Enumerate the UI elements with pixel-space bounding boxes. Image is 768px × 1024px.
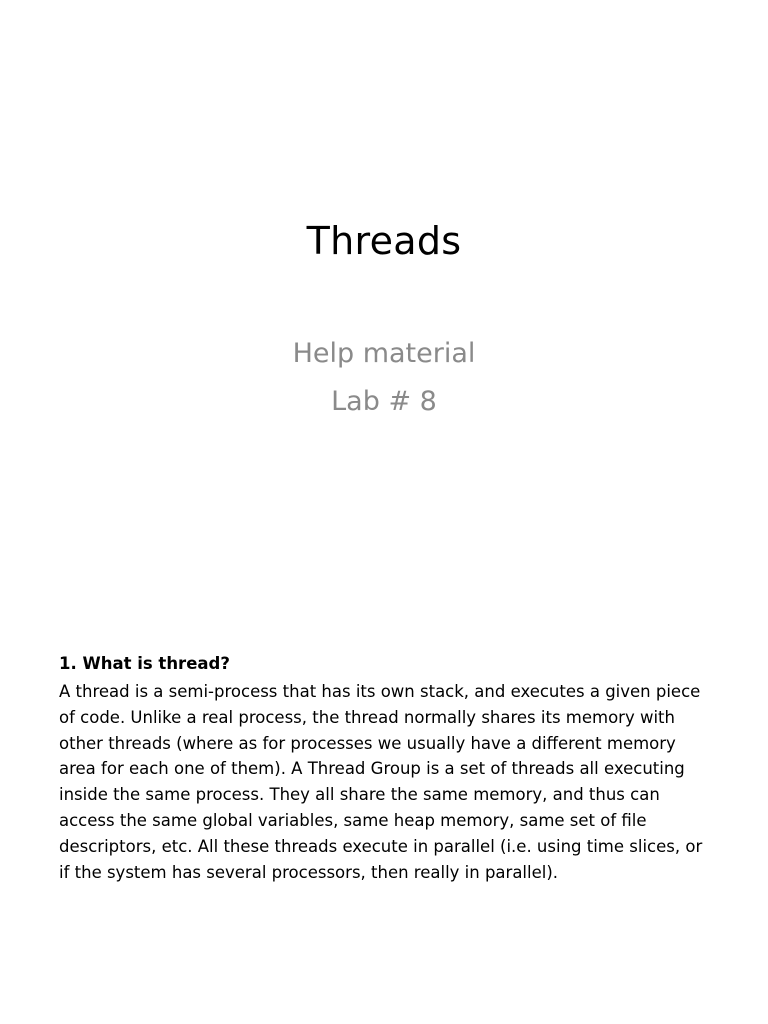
section-heading: 1. What is thread? bbox=[59, 654, 230, 673]
section-what-is-thread bbox=[59, 651, 729, 885]
subtitle-line-lab-number: Lab # 8 bbox=[331, 386, 437, 417]
body-line: A thread is a semi-process that has its own stack, and executes a given piece bbox=[59, 682, 701, 701]
page-title: Threads bbox=[306, 219, 462, 263]
body-line: inside the same process. They all share the same memory, and thus can bbox=[59, 785, 660, 805]
body-line: if the system has several processors, then really in parallel). bbox=[59, 862, 559, 882]
section-body bbox=[59, 679, 729, 885]
body-line: of code. Unlike a real process, the thread normally shares its memory with bbox=[59, 707, 675, 727]
body-line: descriptors, etc. All these threads execute in parallel (i.e. using time slices, or bbox=[59, 836, 703, 856]
page-subtitle bbox=[0, 330, 768, 426]
body-line: access the same global variables, same heap memory, same set of file bbox=[59, 810, 647, 830]
body-line: other threads (where as for processes we usually have a different memory bbox=[59, 733, 676, 753]
body-line: area for each one of them). A Thread Group is a set of threads all executing bbox=[59, 759, 685, 779]
subtitle-line-help-material: Help material bbox=[292, 338, 476, 369]
